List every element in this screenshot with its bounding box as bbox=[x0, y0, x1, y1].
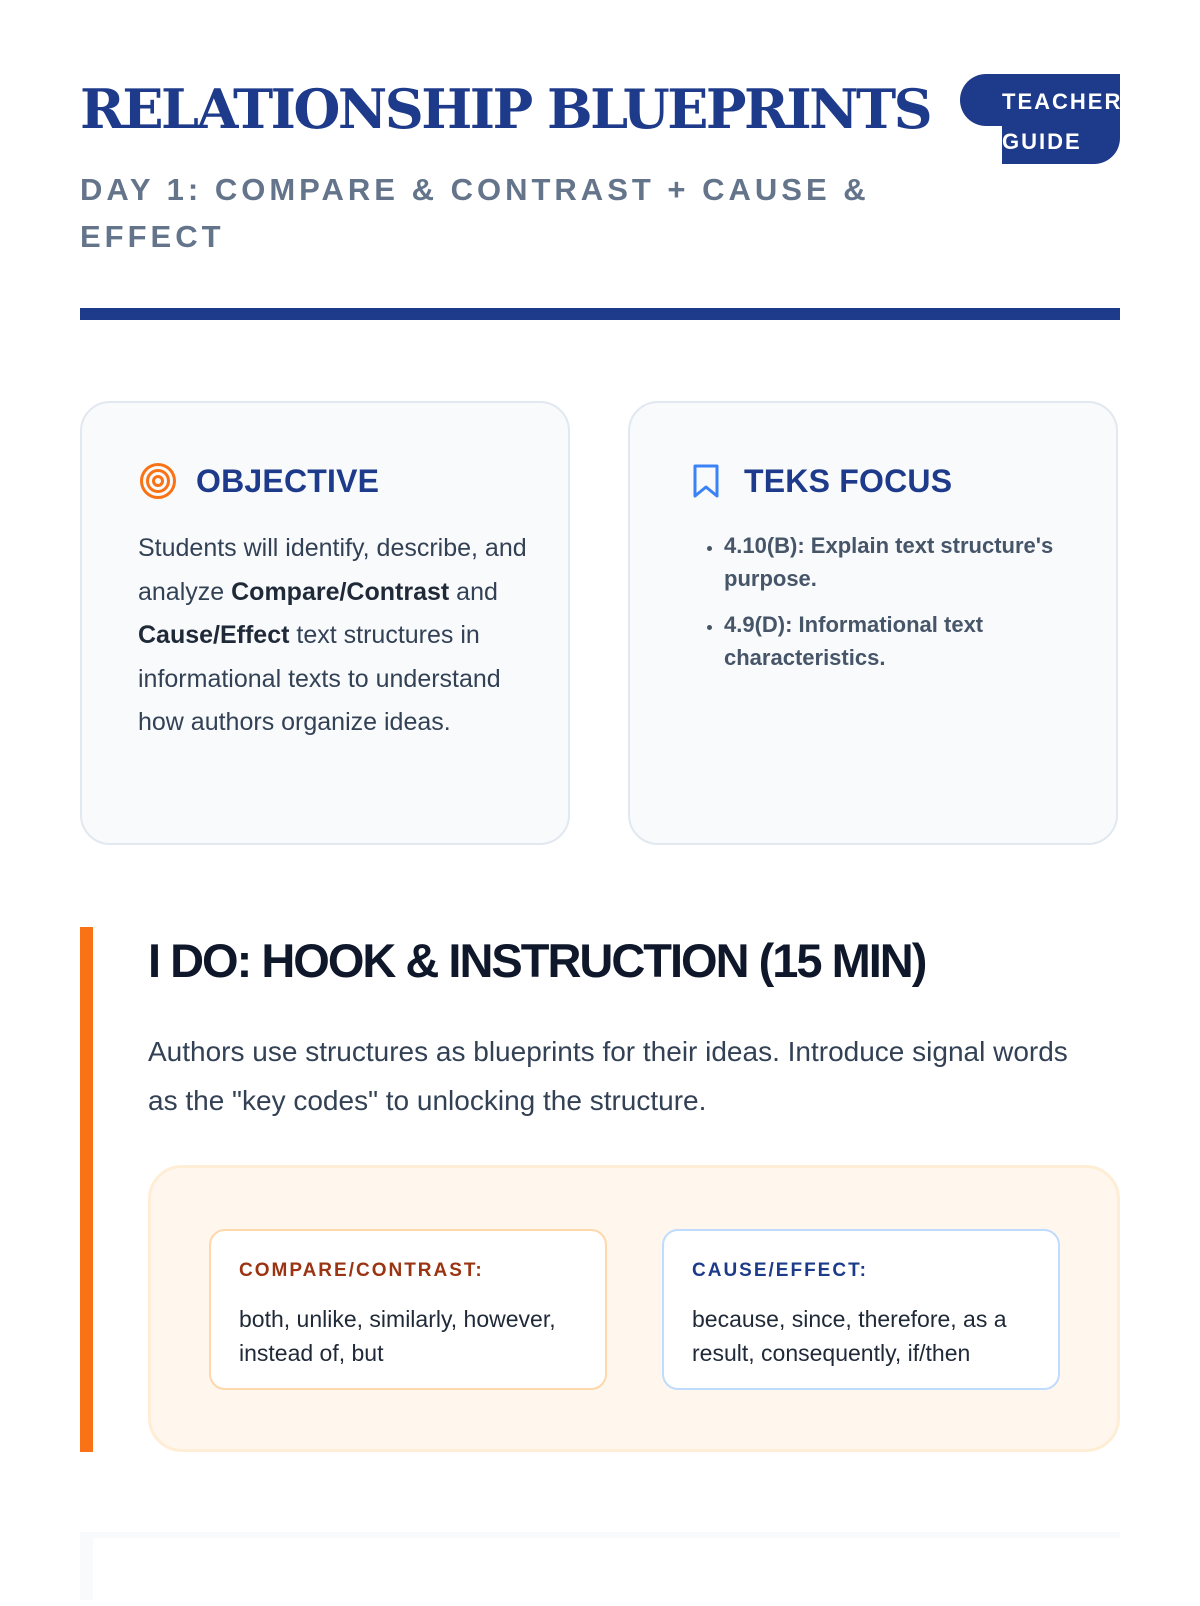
teks-item: • 4.10(B): Explain text structure's purpose. bbox=[724, 529, 1114, 595]
page-header bbox=[80, 72, 1123, 254]
teks-focus-card bbox=[628, 401, 1118, 845]
page-subtitle: DAY 1: COMPARE & CONTRAST + CAUSE & EFFECT bbox=[80, 172, 870, 254]
page-title: RELATIONSHIP BLUEPRINTS bbox=[80, 77, 931, 141]
i-do-heading: I DO: HOOK & INSTRUCTION (15 MIN) bbox=[148, 934, 926, 987]
teks-card-header bbox=[686, 461, 952, 501]
badge-label: TEACHER GUIDE bbox=[1002, 89, 1123, 154]
signal-words-panel bbox=[148, 1165, 1120, 1452]
objective-title: OBJECTIVE bbox=[196, 462, 380, 499]
objective-text-part-1: Students will identify, describe, and analyze bbox=[138, 534, 527, 606]
i-do-description: Authors use structures as blueprints for their ideas. Introduce signal words as the "key codes" to unlocking the structure. bbox=[148, 1036, 1068, 1116]
compare-contrast-label: COMPARE/CONTRAST: bbox=[239, 1260, 484, 1281]
compare-contrast-card bbox=[209, 1229, 607, 1390]
teks-list bbox=[686, 529, 1114, 687]
objective-bold-cause: Cause/Effect bbox=[138, 621, 290, 649]
cause-effect-words: because, since, therefore, as a result, consequently, if/then bbox=[692, 1306, 1007, 1366]
cause-effect-label: CAUSE/EFFECT: bbox=[692, 1260, 868, 1281]
objective-card-header bbox=[138, 461, 379, 501]
bookmark-icon bbox=[686, 461, 726, 501]
header-divider bbox=[80, 308, 1120, 320]
teacher-guide-badge bbox=[960, 72, 1123, 166]
objective-text bbox=[138, 527, 528, 745]
teks-title: TEKS FOCUS bbox=[744, 462, 953, 499]
i-do-accent-bar bbox=[80, 927, 93, 1452]
objective-text-part-3: text structures in informational texts to understand how authors organize ideas. bbox=[138, 621, 501, 736]
teacher-guide-page bbox=[80, 0, 1123, 1600]
target-icon bbox=[138, 461, 178, 501]
objective-bold-compare: Compare/Contrast bbox=[231, 577, 450, 606]
cause-effect-card bbox=[662, 1229, 1060, 1390]
objective-card bbox=[80, 401, 570, 845]
next-section-card bbox=[80, 1532, 1120, 1606]
compare-contrast-words: both, unlike, similarly, however, instead of, but bbox=[239, 1306, 556, 1366]
objective-text-part-2: and bbox=[449, 577, 498, 606]
teks-item: • 4.9(D): Informational text characteristics. bbox=[724, 608, 1114, 674]
next-section-accent-bar bbox=[80, 1532, 93, 1600]
